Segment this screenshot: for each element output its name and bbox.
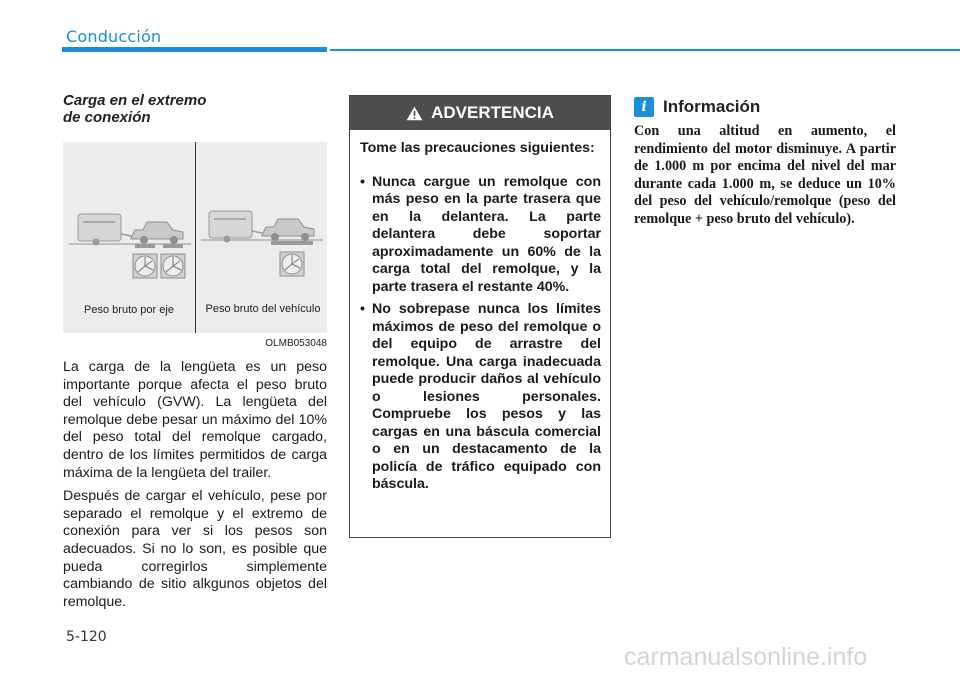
warning-list xyxy=(360,174,601,494)
info-title: Información xyxy=(663,97,761,116)
warning-box xyxy=(349,95,611,538)
warning-header xyxy=(350,96,610,130)
header-bar-thin xyxy=(330,49,960,51)
warning-item: • Nunca cargue un remolque con más peso en la parte trasera que en la delantera. La parte delantera debe soportar aproximadamente un 60% de la carga total del remolque, y la parte trasera el restante 40%. xyxy=(360,174,601,297)
figure-code: OLMB053048 xyxy=(265,338,327,349)
warning-triangle-icon xyxy=(406,106,423,121)
figure-divider xyxy=(195,142,196,333)
warning-intro: Tome las precauciones siguientes: xyxy=(360,140,595,156)
section-title: Conducción xyxy=(66,27,162,46)
warning-item: • No sobrepase nunca los límites máximos de peso del remolque o del equipo de arrastre del remolque. Una carga inadecuada puede producir daños al vehículo o lesiones personales. Compruebe los pesos y las cargas en una báscula comercial o en un destacamento de la policía de tráfico equipado con báscula. xyxy=(360,301,601,494)
trailer-weight-figure xyxy=(63,142,327,333)
section-heading: Carga en el extremo de conexión xyxy=(63,92,207,126)
body-paragraph: Después de cargar el vehículo, pese por separado el remolque y el extremo de conexión para ver si los pesos son adecuados. Si no lo son, es posible que pueda corregirlos simplemente cambiando de sitio alkgunos objetos del remolque. xyxy=(63,488,327,610)
info-text: Con una altitud en aumento, el rendimiento del motor disminuye. A partir de 1.000 m por encima del nivel del mar durante cada 1.000 m, se deduce un 10% del peso del vehículo/remolque (peso del remolque + peso bruto del vehículo). xyxy=(634,123,896,227)
watermark: carmanualsonline.info xyxy=(624,643,868,671)
header-bar-thick xyxy=(62,47,327,52)
figure-caption-vehicle-weight: Peso bruto del vehículo xyxy=(205,303,321,315)
info-section xyxy=(634,96,896,229)
figure-caption-axle-weight: Peso bruto por eje xyxy=(84,304,174,316)
warning-title: ADVERTENCIA xyxy=(431,103,554,122)
info-icon: i xyxy=(634,97,654,117)
body-paragraph: La carga de la lengüeta es un peso importante porque afecta el peso bruto del vehículo (GVW). La lengüeta del remolque debe pesar un máximo del 10% del peso total del remolque cargado, dentro de los límites permitidos de carga máxima de la lengüeta del trailer. xyxy=(63,359,327,481)
left-column xyxy=(63,92,327,611)
page-number: 5-120 xyxy=(66,629,107,645)
